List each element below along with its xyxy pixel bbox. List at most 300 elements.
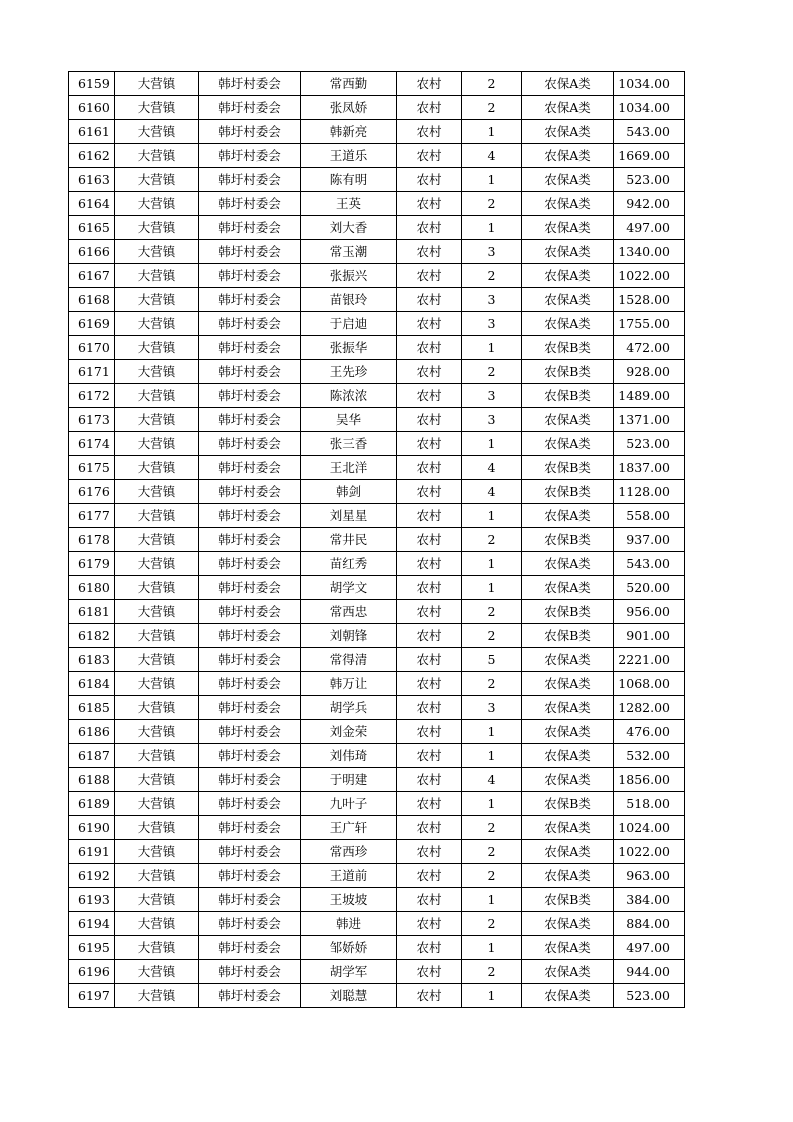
town-cell: 大营镇	[115, 528, 199, 552]
person-name-cell: 苗银玲	[301, 288, 397, 312]
amount-cell: 1068.00	[614, 672, 685, 696]
person-name-cell: 刘聪慧	[301, 984, 397, 1008]
area-type-cell: 农村	[397, 912, 462, 936]
area-type-cell: 农村	[397, 984, 462, 1008]
person-name-cell: 陈有明	[301, 168, 397, 192]
category-cell: 农保A类	[522, 96, 614, 120]
roster-table	[68, 71, 685, 1008]
serial-number-cell: 6193	[69, 888, 115, 912]
area-type-cell: 农村	[397, 600, 462, 624]
category-cell: 农保A类	[522, 288, 614, 312]
household-count-cell: 3	[462, 240, 522, 264]
serial-number-cell: 6170	[69, 336, 115, 360]
household-count-cell: 2	[462, 600, 522, 624]
household-count-cell: 2	[462, 360, 522, 384]
household-count-cell: 3	[462, 384, 522, 408]
category-cell: 农保A类	[522, 240, 614, 264]
area-type-cell: 农村	[397, 72, 462, 96]
serial-number-cell: 6171	[69, 360, 115, 384]
table-row	[69, 264, 685, 288]
household-count-cell: 2	[462, 816, 522, 840]
amount-cell: 558.00	[614, 504, 685, 528]
town-cell: 大营镇	[115, 360, 199, 384]
amount-cell: 532.00	[614, 744, 685, 768]
person-name-cell: 胡学兵	[301, 696, 397, 720]
table-row	[69, 288, 685, 312]
household-count-cell: 2	[462, 528, 522, 552]
person-name-cell: 张凤娇	[301, 96, 397, 120]
household-count-cell: 2	[462, 96, 522, 120]
household-count-cell: 1	[462, 432, 522, 456]
village-committee-cell: 韩圩村委会	[199, 288, 301, 312]
town-cell: 大营镇	[115, 264, 199, 288]
table-row	[69, 888, 685, 912]
village-committee-cell: 韩圩村委会	[199, 528, 301, 552]
table-row	[69, 648, 685, 672]
village-committee-cell: 韩圩村委会	[199, 696, 301, 720]
household-count-cell: 3	[462, 696, 522, 720]
village-committee-cell: 韩圩村委会	[199, 384, 301, 408]
town-cell: 大营镇	[115, 480, 199, 504]
serial-number-cell: 6168	[69, 288, 115, 312]
household-count-cell: 2	[462, 960, 522, 984]
town-cell: 大营镇	[115, 960, 199, 984]
village-committee-cell: 韩圩村委会	[199, 792, 301, 816]
household-count-cell: 1	[462, 336, 522, 360]
serial-number-cell: 6176	[69, 480, 115, 504]
village-committee-cell: 韩圩村委会	[199, 312, 301, 336]
category-cell: 农保A类	[522, 648, 614, 672]
category-cell: 农保A类	[522, 168, 614, 192]
amount-cell: 1340.00	[614, 240, 685, 264]
area-type-cell: 农村	[397, 456, 462, 480]
town-cell: 大营镇	[115, 936, 199, 960]
amount-cell: 1837.00	[614, 456, 685, 480]
household-count-cell: 2	[462, 912, 522, 936]
town-cell: 大营镇	[115, 576, 199, 600]
category-cell: 农保B类	[522, 600, 614, 624]
serial-number-cell: 6183	[69, 648, 115, 672]
serial-number-cell: 6195	[69, 936, 115, 960]
person-name-cell: 刘大香	[301, 216, 397, 240]
town-cell: 大营镇	[115, 96, 199, 120]
village-committee-cell: 韩圩村委会	[199, 240, 301, 264]
amount-cell: 1489.00	[614, 384, 685, 408]
table-row	[69, 192, 685, 216]
household-count-cell: 2	[462, 864, 522, 888]
household-count-cell: 1	[462, 504, 522, 528]
town-cell: 大营镇	[115, 456, 199, 480]
area-type-cell: 农村	[397, 336, 462, 360]
category-cell: 农保A类	[522, 864, 614, 888]
table-row	[69, 720, 685, 744]
area-type-cell: 农村	[397, 480, 462, 504]
area-type-cell: 农村	[397, 552, 462, 576]
area-type-cell: 农村	[397, 936, 462, 960]
village-committee-cell: 韩圩村委会	[199, 192, 301, 216]
table-row	[69, 144, 685, 168]
amount-cell: 1128.00	[614, 480, 685, 504]
village-committee-cell: 韩圩村委会	[199, 624, 301, 648]
amount-cell: 518.00	[614, 792, 685, 816]
serial-number-cell: 6182	[69, 624, 115, 648]
serial-number-cell: 6162	[69, 144, 115, 168]
person-name-cell: 常西忠	[301, 600, 397, 624]
serial-number-cell: 6187	[69, 744, 115, 768]
amount-cell: 1022.00	[614, 264, 685, 288]
area-type-cell: 农村	[397, 744, 462, 768]
household-count-cell: 3	[462, 312, 522, 336]
area-type-cell: 农村	[397, 120, 462, 144]
category-cell: 农保A类	[522, 984, 614, 1008]
amount-cell: 956.00	[614, 600, 685, 624]
amount-cell: 1034.00	[614, 96, 685, 120]
serial-number-cell: 6173	[69, 408, 115, 432]
town-cell: 大营镇	[115, 120, 199, 144]
person-name-cell: 邹娇娇	[301, 936, 397, 960]
serial-number-cell: 6178	[69, 528, 115, 552]
village-committee-cell: 韩圩村委会	[199, 72, 301, 96]
person-name-cell: 王先珍	[301, 360, 397, 384]
amount-cell: 1669.00	[614, 144, 685, 168]
village-committee-cell: 韩圩村委会	[199, 96, 301, 120]
table-row	[69, 480, 685, 504]
table-row	[69, 768, 685, 792]
village-committee-cell: 韩圩村委会	[199, 120, 301, 144]
category-cell: 农保A类	[522, 144, 614, 168]
table-row	[69, 936, 685, 960]
serial-number-cell: 6166	[69, 240, 115, 264]
household-count-cell: 2	[462, 840, 522, 864]
serial-number-cell: 6190	[69, 816, 115, 840]
town-cell: 大营镇	[115, 672, 199, 696]
person-name-cell: 胡学军	[301, 960, 397, 984]
town-cell: 大营镇	[115, 384, 199, 408]
table-row	[69, 120, 685, 144]
serial-number-cell: 6197	[69, 984, 115, 1008]
town-cell: 大营镇	[115, 888, 199, 912]
area-type-cell: 农村	[397, 408, 462, 432]
category-cell: 农保B类	[522, 480, 614, 504]
serial-number-cell: 6161	[69, 120, 115, 144]
area-type-cell: 农村	[397, 216, 462, 240]
town-cell: 大营镇	[115, 600, 199, 624]
person-name-cell: 张振华	[301, 336, 397, 360]
village-committee-cell: 韩圩村委会	[199, 264, 301, 288]
household-count-cell: 4	[462, 480, 522, 504]
amount-cell: 1022.00	[614, 840, 685, 864]
person-name-cell: 韩新亮	[301, 120, 397, 144]
serial-number-cell: 6192	[69, 864, 115, 888]
person-name-cell: 苗红秀	[301, 552, 397, 576]
village-committee-cell: 韩圩村委会	[199, 936, 301, 960]
category-cell: 农保A类	[522, 696, 614, 720]
person-name-cell: 张三香	[301, 432, 397, 456]
table-row	[69, 744, 685, 768]
town-cell: 大营镇	[115, 168, 199, 192]
person-name-cell: 刘朝锋	[301, 624, 397, 648]
town-cell: 大营镇	[115, 408, 199, 432]
town-cell: 大营镇	[115, 744, 199, 768]
household-count-cell: 1	[462, 552, 522, 576]
table-row	[69, 432, 685, 456]
person-name-cell: 韩万让	[301, 672, 397, 696]
household-count-cell: 1	[462, 744, 522, 768]
village-committee-cell: 韩圩村委会	[199, 720, 301, 744]
village-committee-cell: 韩圩村委会	[199, 432, 301, 456]
category-cell: 农保A类	[522, 408, 614, 432]
area-type-cell: 农村	[397, 264, 462, 288]
area-type-cell: 农村	[397, 624, 462, 648]
household-count-cell: 2	[462, 264, 522, 288]
town-cell: 大营镇	[115, 504, 199, 528]
village-committee-cell: 韩圩村委会	[199, 216, 301, 240]
amount-cell: 944.00	[614, 960, 685, 984]
area-type-cell: 农村	[397, 168, 462, 192]
category-cell: 农保B类	[522, 456, 614, 480]
amount-cell: 543.00	[614, 120, 685, 144]
amount-cell: 476.00	[614, 720, 685, 744]
category-cell: 农保A类	[522, 312, 614, 336]
household-count-cell: 1	[462, 216, 522, 240]
town-cell: 大营镇	[115, 192, 199, 216]
serial-number-cell: 6172	[69, 384, 115, 408]
table-row	[69, 792, 685, 816]
amount-cell: 1528.00	[614, 288, 685, 312]
area-type-cell: 农村	[397, 528, 462, 552]
household-count-cell: 1	[462, 936, 522, 960]
category-cell: 农保A类	[522, 120, 614, 144]
serial-number-cell: 6175	[69, 456, 115, 480]
area-type-cell: 农村	[397, 144, 462, 168]
person-name-cell: 王坡坡	[301, 888, 397, 912]
area-type-cell: 农村	[397, 696, 462, 720]
category-cell: 农保A类	[522, 264, 614, 288]
town-cell: 大营镇	[115, 312, 199, 336]
serial-number-cell: 6163	[69, 168, 115, 192]
town-cell: 大营镇	[115, 864, 199, 888]
serial-number-cell: 6167	[69, 264, 115, 288]
serial-number-cell: 6191	[69, 840, 115, 864]
category-cell: 农保A类	[522, 72, 614, 96]
town-cell: 大营镇	[115, 552, 199, 576]
town-cell: 大营镇	[115, 768, 199, 792]
person-name-cell: 刘伟琦	[301, 744, 397, 768]
table-row	[69, 624, 685, 648]
person-name-cell: 常西勤	[301, 72, 397, 96]
town-cell: 大营镇	[115, 816, 199, 840]
household-count-cell: 2	[462, 672, 522, 696]
person-name-cell: 胡学文	[301, 576, 397, 600]
amount-cell: 497.00	[614, 216, 685, 240]
village-committee-cell: 韩圩村委会	[199, 960, 301, 984]
household-count-cell: 1	[462, 576, 522, 600]
table-row	[69, 168, 685, 192]
village-committee-cell: 韩圩村委会	[199, 456, 301, 480]
table-row	[69, 984, 685, 1008]
table-row	[69, 576, 685, 600]
amount-cell: 963.00	[614, 864, 685, 888]
category-cell: 农保B类	[522, 336, 614, 360]
town-cell: 大营镇	[115, 648, 199, 672]
person-name-cell: 王道乐	[301, 144, 397, 168]
amount-cell: 523.00	[614, 984, 685, 1008]
serial-number-cell: 6184	[69, 672, 115, 696]
amount-cell: 472.00	[614, 336, 685, 360]
category-cell: 农保B类	[522, 792, 614, 816]
village-committee-cell: 韩圩村委会	[199, 840, 301, 864]
town-cell: 大营镇	[115, 984, 199, 1008]
village-committee-cell: 韩圩村委会	[199, 768, 301, 792]
household-count-cell: 3	[462, 288, 522, 312]
category-cell: 农保A类	[522, 768, 614, 792]
category-cell: 农保B类	[522, 528, 614, 552]
village-committee-cell: 韩圩村委会	[199, 984, 301, 1008]
village-committee-cell: 韩圩村委会	[199, 576, 301, 600]
area-type-cell: 农村	[397, 288, 462, 312]
town-cell: 大营镇	[115, 720, 199, 744]
category-cell: 农保A类	[522, 504, 614, 528]
area-type-cell: 农村	[397, 672, 462, 696]
household-count-cell: 5	[462, 648, 522, 672]
table-row	[69, 96, 685, 120]
village-committee-cell: 韩圩村委会	[199, 552, 301, 576]
category-cell: 农保B类	[522, 360, 614, 384]
area-type-cell: 农村	[397, 648, 462, 672]
amount-cell: 901.00	[614, 624, 685, 648]
amount-cell: 497.00	[614, 936, 685, 960]
amount-cell: 523.00	[614, 432, 685, 456]
household-count-cell: 1	[462, 888, 522, 912]
area-type-cell: 农村	[397, 96, 462, 120]
table-row	[69, 216, 685, 240]
person-name-cell: 常得清	[301, 648, 397, 672]
person-name-cell: 王广轩	[301, 816, 397, 840]
town-cell: 大营镇	[115, 288, 199, 312]
table-row	[69, 504, 685, 528]
town-cell: 大营镇	[115, 792, 199, 816]
roster-body	[69, 72, 685, 1008]
person-name-cell: 常玉潮	[301, 240, 397, 264]
household-count-cell: 4	[462, 144, 522, 168]
category-cell: 农保A类	[522, 720, 614, 744]
person-name-cell: 韩剑	[301, 480, 397, 504]
area-type-cell: 农村	[397, 816, 462, 840]
person-name-cell: 常井民	[301, 528, 397, 552]
household-count-cell: 1	[462, 168, 522, 192]
person-name-cell: 王英	[301, 192, 397, 216]
table-row	[69, 696, 685, 720]
village-committee-cell: 韩圩村委会	[199, 480, 301, 504]
village-committee-cell: 韩圩村委会	[199, 672, 301, 696]
table-row	[69, 912, 685, 936]
table-row	[69, 552, 685, 576]
serial-number-cell: 6185	[69, 696, 115, 720]
area-type-cell: 农村	[397, 432, 462, 456]
serial-number-cell: 6177	[69, 504, 115, 528]
area-type-cell: 农村	[397, 960, 462, 984]
person-name-cell: 王道前	[301, 864, 397, 888]
household-count-cell: 1	[462, 120, 522, 144]
serial-number-cell: 6159	[69, 72, 115, 96]
town-cell: 大营镇	[115, 216, 199, 240]
area-type-cell: 农村	[397, 840, 462, 864]
person-name-cell: 刘星星	[301, 504, 397, 528]
serial-number-cell: 6186	[69, 720, 115, 744]
table-row	[69, 960, 685, 984]
village-committee-cell: 韩圩村委会	[199, 168, 301, 192]
category-cell: 农保A类	[522, 912, 614, 936]
category-cell: 农保A类	[522, 192, 614, 216]
household-count-cell: 4	[462, 768, 522, 792]
serial-number-cell: 6179	[69, 552, 115, 576]
serial-number-cell: 6181	[69, 600, 115, 624]
category-cell: 农保A类	[522, 744, 614, 768]
area-type-cell: 农村	[397, 240, 462, 264]
area-type-cell: 农村	[397, 504, 462, 528]
area-type-cell: 农村	[397, 888, 462, 912]
village-committee-cell: 韩圩村委会	[199, 600, 301, 624]
table-row	[69, 600, 685, 624]
area-type-cell: 农村	[397, 864, 462, 888]
serial-number-cell: 6196	[69, 960, 115, 984]
person-name-cell: 陈浓浓	[301, 384, 397, 408]
town-cell: 大营镇	[115, 840, 199, 864]
household-count-cell: 2	[462, 624, 522, 648]
category-cell: 农保A类	[522, 840, 614, 864]
household-count-cell: 2	[462, 192, 522, 216]
table-row	[69, 672, 685, 696]
category-cell: 农保A类	[522, 960, 614, 984]
amount-cell: 543.00	[614, 552, 685, 576]
amount-cell: 928.00	[614, 360, 685, 384]
category-cell: 农保A类	[522, 216, 614, 240]
household-count-cell: 3	[462, 408, 522, 432]
village-committee-cell: 韩圩村委会	[199, 864, 301, 888]
household-count-cell: 4	[462, 456, 522, 480]
serial-number-cell: 6180	[69, 576, 115, 600]
table-row	[69, 312, 685, 336]
amount-cell: 1371.00	[614, 408, 685, 432]
person-name-cell: 于明建	[301, 768, 397, 792]
table-row	[69, 384, 685, 408]
town-cell: 大营镇	[115, 240, 199, 264]
category-cell: 农保A类	[522, 816, 614, 840]
category-cell: 农保A类	[522, 432, 614, 456]
village-committee-cell: 韩圩村委会	[199, 144, 301, 168]
table-row	[69, 240, 685, 264]
serial-number-cell: 6164	[69, 192, 115, 216]
person-name-cell: 韩进	[301, 912, 397, 936]
amount-cell: 384.00	[614, 888, 685, 912]
person-name-cell: 常西珍	[301, 840, 397, 864]
area-type-cell: 农村	[397, 576, 462, 600]
serial-number-cell: 6194	[69, 912, 115, 936]
village-committee-cell: 韩圩村委会	[199, 744, 301, 768]
amount-cell: 942.00	[614, 192, 685, 216]
person-name-cell: 刘金荣	[301, 720, 397, 744]
area-type-cell: 农村	[397, 720, 462, 744]
village-committee-cell: 韩圩村委会	[199, 816, 301, 840]
area-type-cell: 农村	[397, 768, 462, 792]
town-cell: 大营镇	[115, 696, 199, 720]
amount-cell: 523.00	[614, 168, 685, 192]
village-committee-cell: 韩圩村委会	[199, 336, 301, 360]
amount-cell: 1856.00	[614, 768, 685, 792]
table-row	[69, 840, 685, 864]
town-cell: 大营镇	[115, 144, 199, 168]
category-cell: 农保A类	[522, 672, 614, 696]
